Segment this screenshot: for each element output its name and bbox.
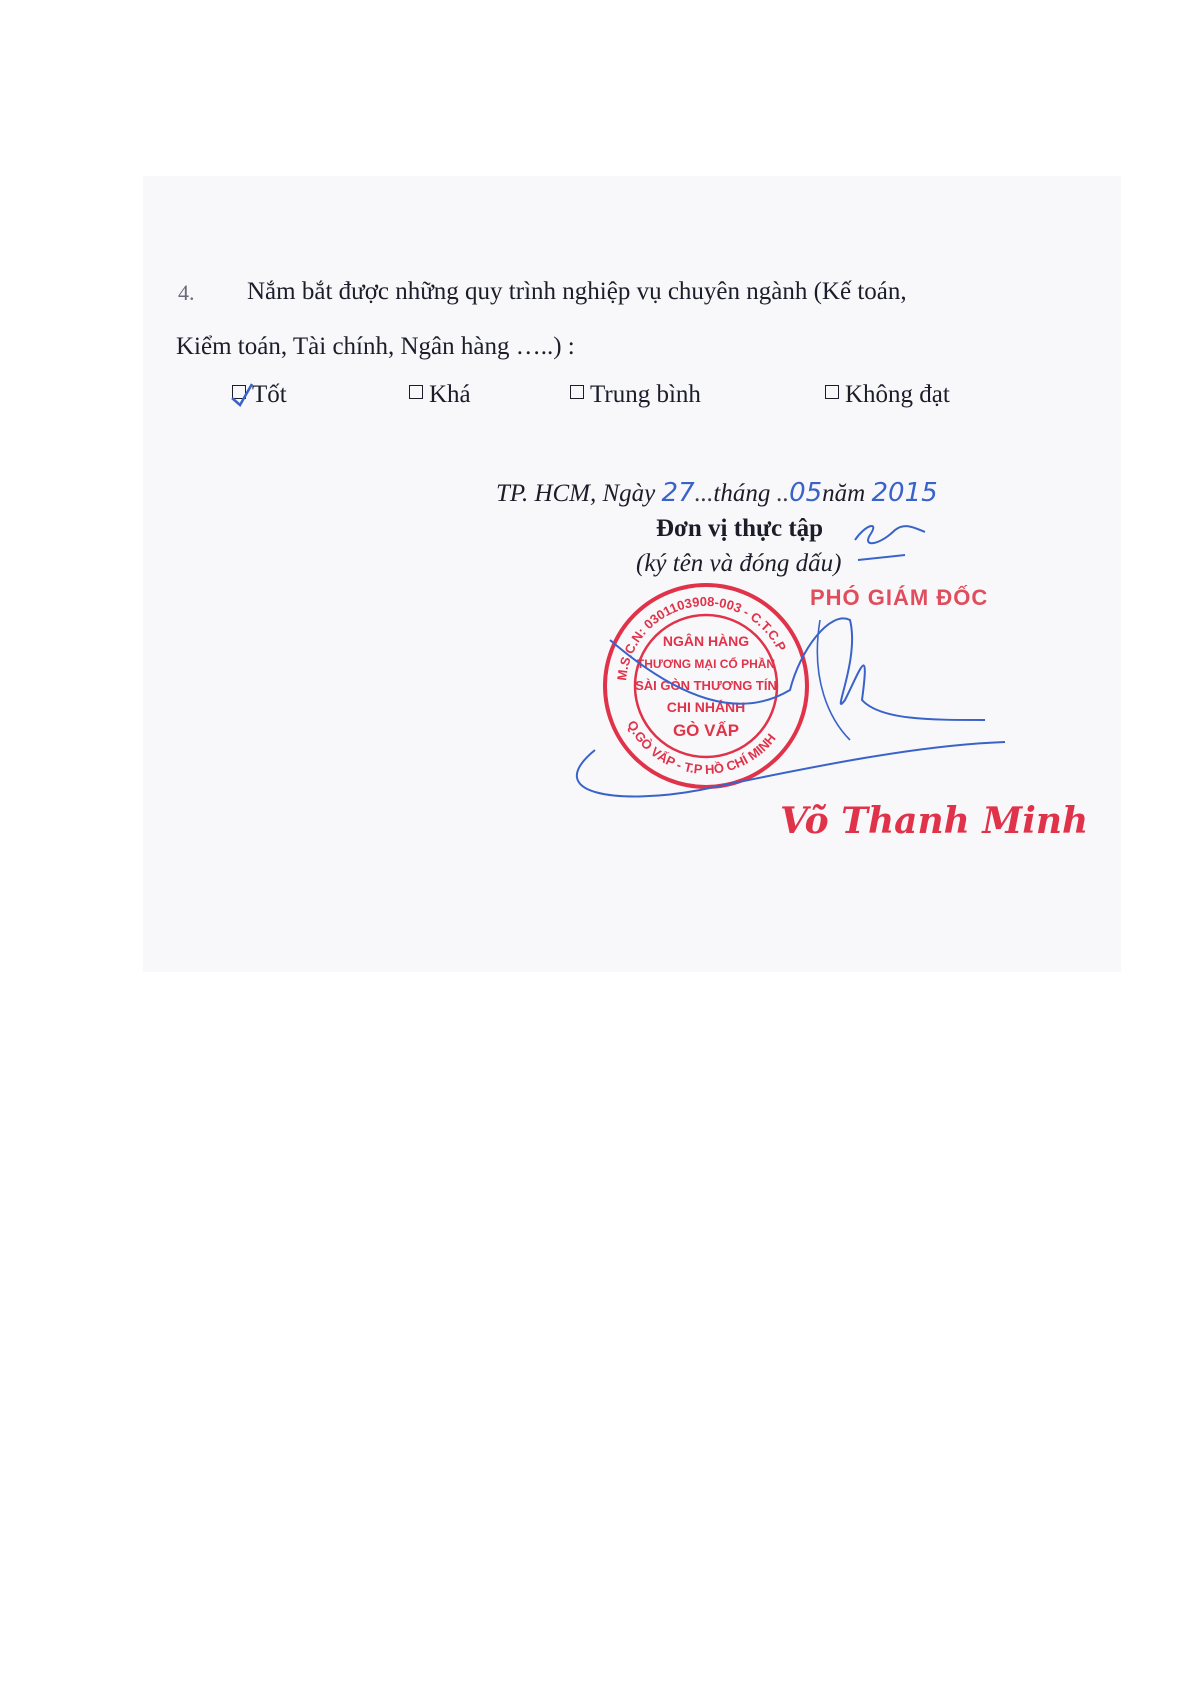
signer-name: Võ Thanh Minh (780, 800, 1089, 842)
unit-title: Đơn vị thực tập (656, 515, 824, 542)
svg-text:NGÂN HÀNG: NGÂN HÀNG (662, 633, 750, 649)
checkbox-icon[interactable] (570, 385, 584, 399)
option-khong-dat[interactable] (825, 381, 950, 409)
question-line-1: Nắm bắt được những quy trình nghiệp vụ chuyên ngành (Kế toán, (247, 278, 907, 305)
svg-text:SÀI GÒN THƯƠNG TÍN: SÀI GÒN THƯƠNG TÍN (635, 678, 777, 693)
seal-outer-text: M.S.C.N: 0301103908-003 - C.T.C.P (614, 593, 790, 682)
svg-text:THƯƠNG MẠI CỔ PHẦN: THƯƠNG MẠI CỔ PHẦN (636, 657, 776, 671)
item-number: 4. (178, 280, 195, 305)
position-title: PHÓ GIÁM ĐỐC (810, 585, 989, 610)
checkbox-checked-icon[interactable] (232, 385, 246, 399)
option-tot[interactable] (232, 381, 287, 409)
date-prefix: TP. HCM, Ngày (496, 480, 656, 507)
option-trung-binh[interactable] (570, 381, 701, 409)
question-line-2: Kiểm toán, Tài chính, Ngân hàng …..) : (176, 333, 575, 360)
handwritten-day: 27 (661, 478, 695, 508)
option-kha[interactable] (409, 381, 471, 409)
svg-text:GÒ VẤP: GÒ VẤP (672, 721, 740, 740)
option-label: Không đạt (845, 381, 950, 408)
date-line: TP. HCM, Ngày 27...tháng ..05năm 2015 (496, 478, 938, 508)
option-label: Tốt (252, 381, 287, 408)
handwritten-month: 05 (789, 478, 823, 508)
option-label: Trung bình (590, 381, 701, 408)
month-label: tháng (713, 480, 771, 507)
year-label: năm (822, 480, 866, 507)
handwritten-year: 2015 (871, 478, 938, 508)
checkbox-icon[interactable] (409, 385, 423, 399)
sign-note: (ký tên và đóng dấu) (636, 550, 842, 577)
svg-text:Q.GÒ VẤP - T.P HỒ CHÍ MINH: Q.GÒ VẤP - T.P HỒ CHÍ MINH (624, 717, 779, 777)
option-label: Khá (429, 381, 471, 408)
svg-text:CHI NHÁNH: CHI NHÁNH (666, 699, 746, 715)
checkbox-icon[interactable] (825, 385, 839, 399)
